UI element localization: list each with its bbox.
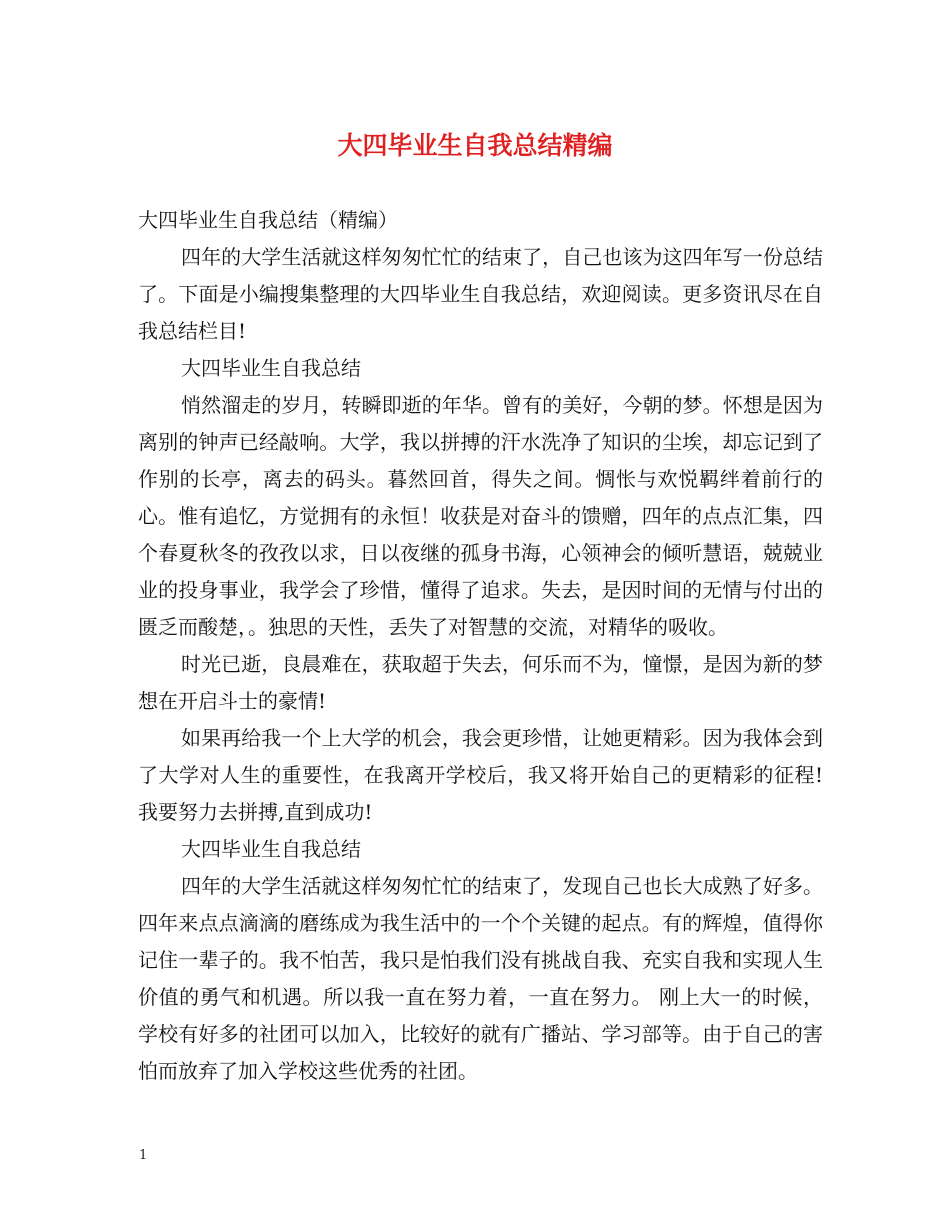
document-title: 大四毕业生自我总结精编 — [337, 131, 613, 160]
paragraph-intro: 四年的大学生活就这样匆匆忙忙的结束了，自己也该为这四年写一份总结了。下面是小编搜集整理的大四毕业生自我总结，欢迎阅读。更多资讯尽在自我总结栏目! — [138, 245, 823, 343]
paragraph: 悄然溜走的岁月，转瞬即逝的年华。曾有的美好，今朝的梦。怀想是因为离别的钟声已经敲响。大学，我以拼搏的汗水洗净了知识的尘埃，却忘记到了作别的长亭，离去的码头。暮然回首，得失之间。惆怅与欢悦羁绊着前行的心。惟有追忆，方觉拥有的永恒！收获是对奋斗的馈赠，四年的点点汇集，四个春夏秋冬的孜孜以求，日以夜继的孤身书海，心领神会的倾听慧语，兢兢业业的投身事业，我学会了珍惜，懂得了追求。失去，是因时间的无情与付出的匮乏而酸楚，。独思的天性，丢失了对智慧的交流，对精华的吸收。 — [138, 393, 823, 639]
page-number: 1 — [139, 1148, 148, 1163]
paragraph-subtitle: 大四毕业生自我总结（精编） — [138, 208, 398, 232]
paragraph: 如果再给我一个上大学的机会，我会更珍惜，让她更精彩。因为我体会到了大学对人生的重要性，在我离开学校后，我又将开始自己的更精彩的征程!我要努力去拼搏,直到成功! — [138, 726, 823, 824]
document-body — [138, 202, 823, 1090]
section-heading: 大四毕业生自我总结 — [181, 356, 361, 380]
paragraph: 四年的大学生活就这样匆匆忙忙的结束了，发现自己也长大成熟了好多。四年来点点滴滴的磨练成为我生活中的一个个关键的起点。有的辉煌，值得你记住一辈子的。我不怕苦，我只是怕我们没有挑战自我、充实自我和实现人生价值的勇气和机遇。所以我一直在努力着，一直在努力。 刚上大一的时候，学校有好多的社团可以加入，比较好的就有广播站、学习部等。由于自己的害怕而放弃了加入学校这些优秀的社团。 — [138, 874, 823, 1083]
section-heading: 大四毕业生自我总结 — [181, 837, 361, 861]
paragraph: 时光已逝，良晨难在，获取超于失去，何乐而不为，憧憬，是因为新的梦想在开启斗士的豪情! — [138, 652, 823, 713]
